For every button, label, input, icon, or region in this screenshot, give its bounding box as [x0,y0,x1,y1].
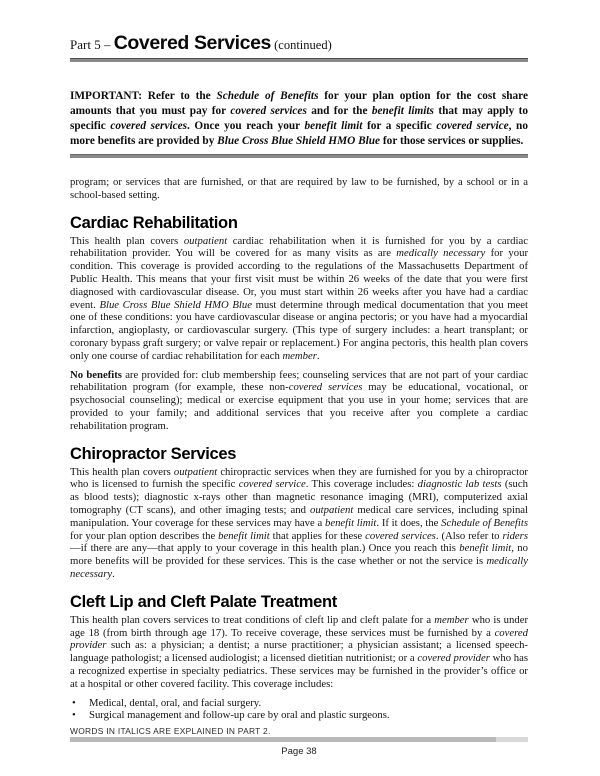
page-footer [70,726,528,757]
page-number: Page 38 [281,746,317,758]
important-rule [70,154,528,158]
continued-label: (continued) [271,38,332,52]
chiropractor-paragraph: This health plan covers outpatient chiropractic services when they are furnished for you by a chiropractor who is licensed to furnish the specific covered service. This coverage includes: diagnostic lab tests (such as blood tests); diagnostic x-rays other than magnetic resonance imaging (MRI), computerized axial tomography (CT scans), and other imaging tests; and outpatient medical care services, including spinal manipulation. Your coverage for these services may have a benefit limit. If it does, the Schedule of Benefits for your plan option describes the benefit limit that applies for these covered services. (Also refer to riders—if there are any—that apply to your coverage in this health plan.) Once you reach this benefit limit, no more benefits will be provided for these services. This is the case whether or not the service is medically necessary. [70,465,529,580]
header-rule [70,58,528,62]
page-title: Covered Services [113,32,271,54]
list-item-text: Surgical management and follow-up care by oral and plastic surgeons. [89,709,390,722]
cardiac-paragraph-1: This health plan covers outpatient cardiac rehabilitation when it is furnished for you by a cardiac rehabilitation provider. You will be covered for as many visits as are medically necessary for your condition. This coverage is provided according to the regulations of the Massachusetts Department of Public Health. This means that your first visit must be within 26 weeks of the date that you were first diagnosed with cardiovascular disease. Or, you must start within 26 weeks after you have had a cardiac event. Blue Cross Blue Shield HMO Blue must determine through medical documentation that you meet one of these conditions: you have cardiovascular disease or angina pectoris; or you have had a myocardial infarction, angioplasty, or cardiovascular surgery. (This type of surgery includes: a heart transplant; or coronary bypass graft surgery; or valve repair or replacement.) For angina pectoris, this health plan covers only one course of cardiac rehabilitation for each member. [70,234,528,362]
footer-bar [70,737,528,742]
bullet-icon: • [72,709,76,722]
list-item [70,709,528,722]
document-header [70,33,528,55]
cleft-coverage-list [70,697,528,723]
section-chiropractor-services [70,446,528,581]
important-notice: IMPORTANT: Refer to the Schedule of Benefits for your plan option for the cost share amounts that you must pay for covered services and for the benefit limits that may apply to specific covered services. Once you reach your benefit limit for a specific covered service, no more benefits are provided by Blue Cross Blue Shield HMO Blue for those services or supplies. [70,90,529,147]
cardiac-paragraph-2: No benefits are provided for: club membership fees; counseling services that are not part of your cardiac rehabilitation program (for example, these non-covered services may be educational, vocational, or psychosocial counseling); medical or exercise equipment that you use in your home; services that are provided to your family; and additional services that you receive after you complete a cardiac rehabilitation program. [70,368,528,432]
part-label: Part 5 – [70,37,114,52]
heading-chiropractor-services: Chiropractor Services [70,444,237,463]
list-item [70,697,528,710]
italics-note: WORDS IN ITALICS ARE EXPLAINED IN PART 2. [70,726,271,737]
intro-paragraph: program; or services that are furnished, or that are required by law to be furnished, by a school or in a school-based setting. [70,176,528,201]
list-item-text: Medical, dental, oral, and facial surgery. [89,696,262,709]
heading-cleft-lip-palate: Cleft Lip and Cleft Palate Treatment [70,592,338,611]
heading-cardiac-rehabilitation: Cardiac Rehabilitation [70,213,238,232]
bullet-icon: • [72,696,76,709]
section-cleft-lip-palate [70,594,528,722]
section-cardiac-rehabilitation [70,215,528,433]
cleft-paragraph: This health plan covers services to treat conditions of cleft lip and cleft palate for a member who is under age 18 (from birth through age 17). To receive coverage, these services must be furnished by a covered provider such as: a physician; a dentist; a nurse practitioner; a physician assistant; a licensed speech-language pathologist; a licensed audiologist; a licensed dietitian nutritionist; or a covered provider who has a recognized expertise in specialty pediatrics. These services may be furnished in the provider’s office or at a hospital or other covered facility. This coverage includes: [70,613,529,690]
